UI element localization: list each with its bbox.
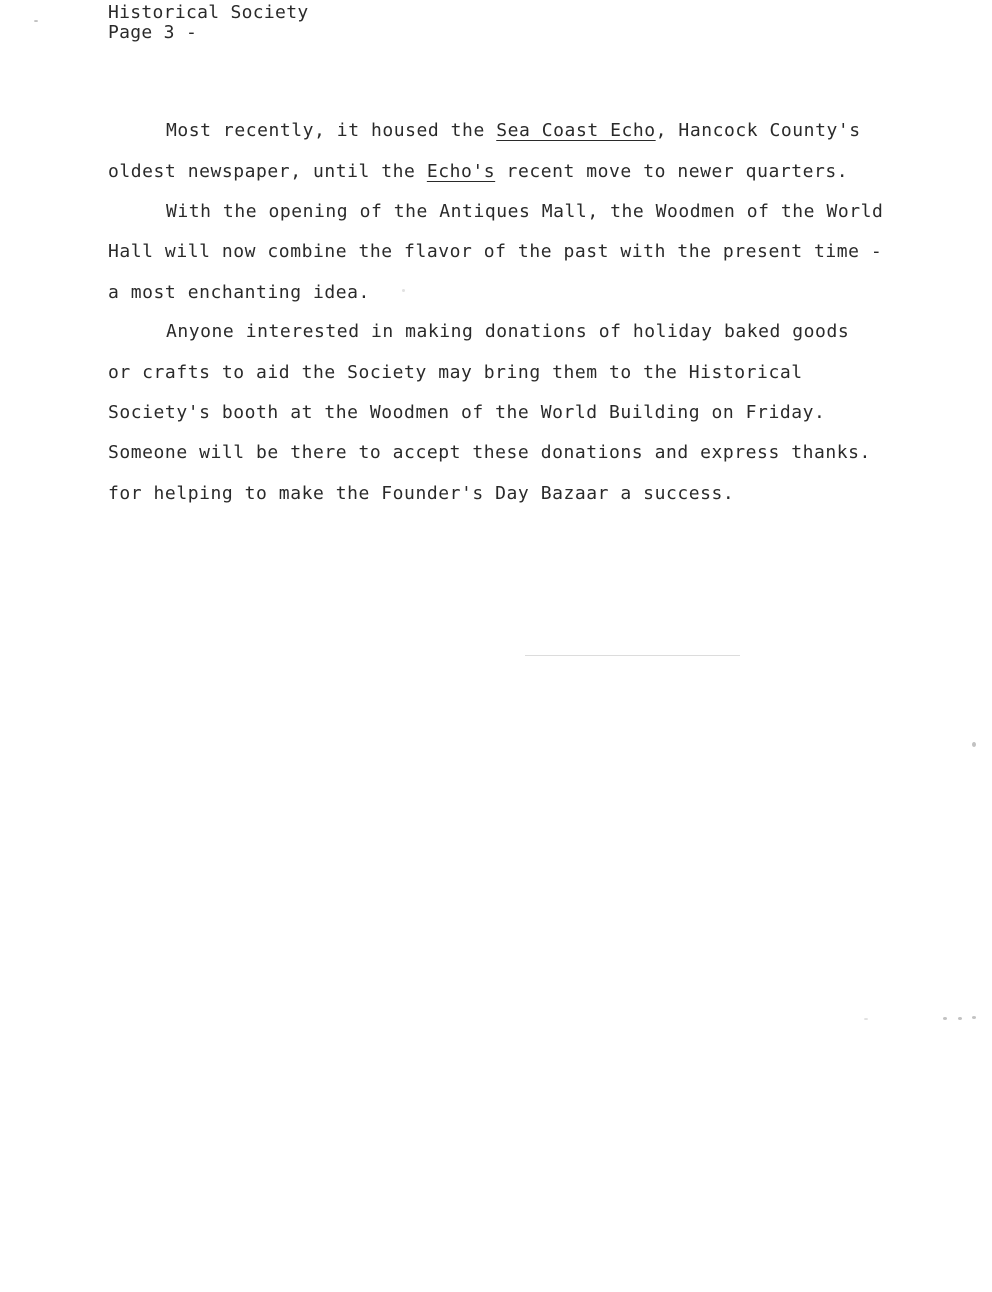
paragraph-3-line-2: or crafts to aid the Society may bring them to the Historical: [108, 362, 803, 383]
newspaper-name-underlined: Echo's: [426, 161, 496, 182]
paragraph-2-line-2: Hall will now combine the flavor of the past with the present time -: [108, 241, 883, 262]
paragraph-2-line-3: a most enchanting idea.: [108, 282, 370, 303]
paragraph-3-line-3: Society's booth at the Woodmen of the World Building on Friday.: [108, 402, 826, 423]
paragraph-1-line-2: [108, 161, 848, 183]
header-page-number: Page 3 -: [108, 22, 198, 43]
text-run: recent move to newer quarters.: [495, 161, 849, 182]
paragraph-3-line-5: for helping to make the Founder's Day Bazaar a success.: [108, 483, 735, 504]
paragraph-2-line-1: With the opening of the Antiques Mall, the Woodmen of the World: [166, 201, 884, 222]
scan-speck: [972, 742, 976, 747]
scan-speck: [864, 1018, 868, 1020]
scan-speck: [972, 1016, 976, 1019]
text-run: , Hancock County's: [655, 120, 861, 141]
paragraph-1-line-1: [166, 120, 861, 142]
text-run: Most recently, it housed the: [166, 120, 497, 141]
scan-smudge-line: [525, 655, 740, 656]
scan-speck: [402, 289, 405, 292]
paragraph-3-line-4: Someone will be there to accept these donations and express thanks.: [108, 442, 871, 463]
text-run: oldest newspaper, until the: [108, 161, 427, 182]
newspaper-title-underlined: Sea Coast Echo: [496, 120, 656, 141]
paragraph-3-line-1: Anyone interested in making donations of holiday baked goods: [166, 321, 850, 342]
scan-speck: [958, 1017, 962, 1020]
scan-speck: [34, 20, 38, 22]
header-title: Historical Society: [108, 2, 309, 23]
scan-speck: [943, 1017, 947, 1020]
